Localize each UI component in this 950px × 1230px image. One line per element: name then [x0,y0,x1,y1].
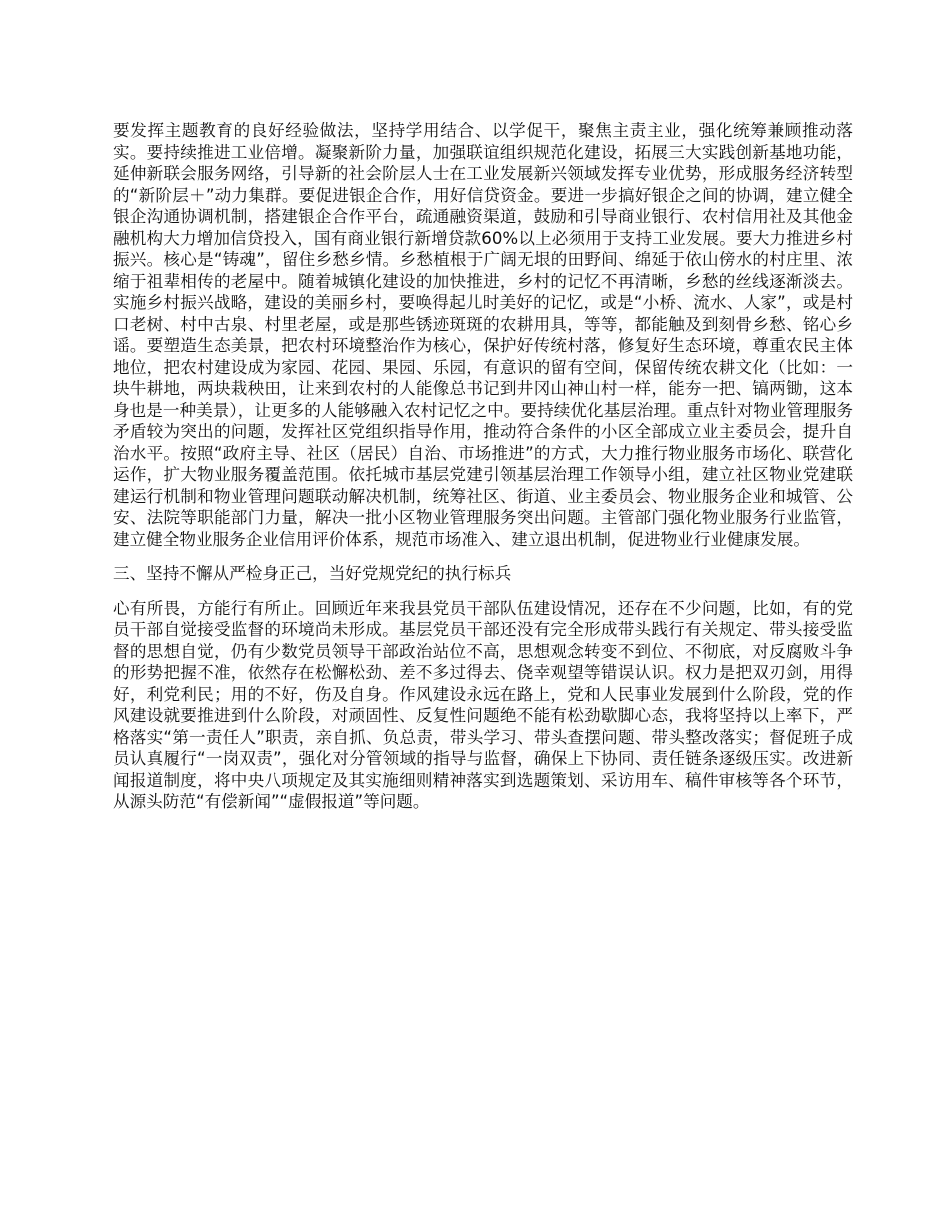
document-body [113,120,853,813]
body-paragraph-2: 心有所畏，方能行有所止。回顾近年来我县党员干部队伍建设情况，还存在不少问题，比如，有的党员干部自觉接受监督的环境尚未形成。基层党员干部还没有完全形成带头践行有关规定、带头接受监督的思想自觉，仍有少数党员领导干部政治站位不高，思想观念转变不到位、不彻底，对反腐败斗争的形势把握不准，依然存在松懈松劲、差不多过得去、侥幸观望等错误认识。权力是把双刃剑，用得好，利党利民；用的不好，伤及自身。作风建设永远在路上，党和人民事业发展到什么阶段，党的作风建设就要推进到什么阶段，对顽固性、反复性问题绝不能有松劲歇脚心态，我将坚持以上率下，严格落实“第一责任人”职责，亲自抓、负总责，带头学习、带头查摆问题、带头整改落实；督促班子成员认真履行“一岗双责”，强化对分管领域的指导与监督，确保上下协同、责任链条逐级压实。改进新闻报道制度，将中央八项规定及其实施细则精神落实到选题策划、采访用车、稿件审核等各个环节，从源头防范“有偿新闻”“虚假报道”等问题。 [113,598,853,811]
section-heading-3: 三、坚持不懈从严检身正己，当好党规党纪的执行标兵 [113,564,512,583]
body-paragraph-1: 要发挥主题教育的良好经验做法，坚持学用结合、以学促干，聚焦主责主业，强化统筹兼顾推动落实。要持续推进工业倍增。凝聚新阶力量，加强联谊组织规范化建设，拓展三大实践创新基地功能，延伸新联会服务网络，引导新的社会阶层人士在工业发展新兴领域发挥专业优势，形成服务经济转型的“新阶层＋”动力集群。要促进银企合作，用好信贷资金。要进一步搞好银企之间的协调，建立健全银企沟通协调机制，搭建银企合作平台，疏通融资渠道，鼓励和引导商业银行、农村信用社及其他金融机构大力增加信贷投入，国有商业银行新增贷款60%以上必须用于支持工业发展。要大力推进乡村振兴。核心是“铸魂”，留住乡愁乡情。乡愁植根于广阔无垠的田野间、绵延于依山傍水的村庄里、浓缩于祖辈相传的老屋中。随着城镇化建设的加快推进，乡村的记忆不再清晰，乡愁的丝线逐渐淡去。实施乡村振兴战略，建设的美丽乡村，要唤得起儿时美好的记忆，或是“小桥、流水、人家”，或是村口老树、村中古泉、村里老屋，或是那些锈迹斑斑的农耕用具，等等，都能触及到刻骨乡愁、铭心乡谣。要塑造生态美景，把农村环境整治作为核心，保护好传统村落，修复好生态环境，尊重农民主体地位，把农村建设成为家园、花园、果园、乐园，有意识的留有空间，保留传统农耕文化（比如：一块牛耕地，两块栽秧田，让来到农村的人能像总书记到井冈山神山村一样，能夯一把、镐两锄，这本身也是一种美景），让更多的人能够融入农村记忆之中。要持续优化基层治理。重点针对物业管理服务矛盾较为突出的问题，发挥社区党组织指导作用，推动符合条件的小区全部成立业主委员会，提升自治水平。按照“政府主导、社区（居民）自治、市场推进”的方式，大力推行物业服务市场化、联营化运作，扩大物业服务覆盖范围。依托城市基层党建引领基层治理工作领导小组，建立社区物业党建联建运行机制和物业管理问题联动解决机制，统筹社区、街道、业主委员会、物业服务企业和城管、公安、法院等职能部门力量，解决一批小区物业管理服务突出问题。主管部门强化物业服务行业监管，建立健全物业服务企业信用评价体系，规范市场准入、建立退出机制，促进物业行业健康发展。 [113,121,853,549]
